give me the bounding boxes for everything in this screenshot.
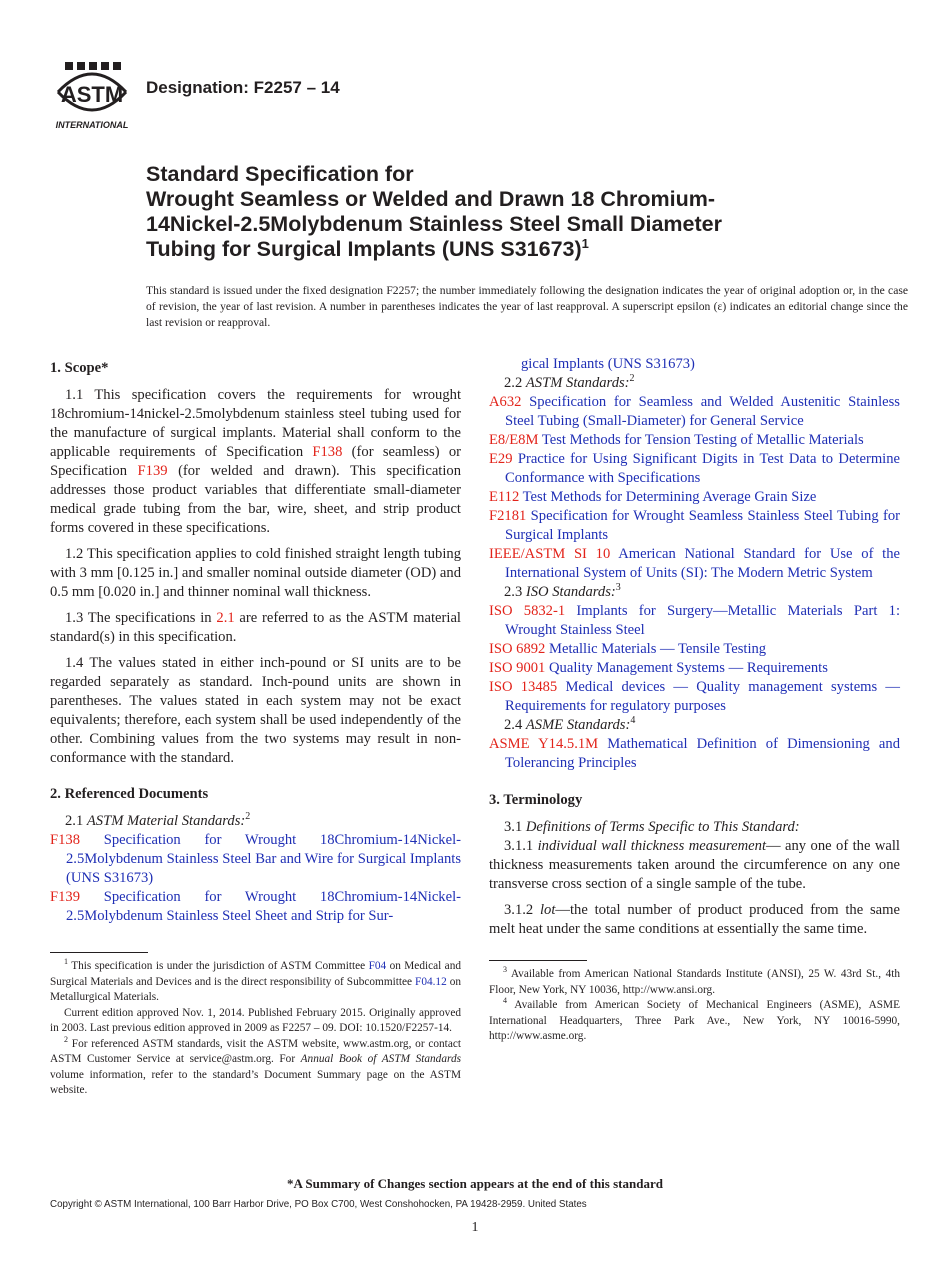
reference-title[interactable]: Quality Management Systems — Requirements <box>549 660 828 676</box>
astm-logo <box>50 62 134 132</box>
reference-item-continued: gical Implants (UNS S31673) <box>521 356 695 372</box>
reference-item <box>489 659 900 678</box>
reference-item <box>489 545 900 583</box>
paragraph-1-1: 1.1 This specification covers the requirements for wrought 18chromium-14nickel-2.5molybdenum stainless steel tubing used for the manufacture of surgical implants. Material shall conform to the applicable requirements of Specification F138 (for seamless) or Specification F139 (for welded and drawn). This specification addresses those product variables that differentiate small-diameter medical grade tubing from the bar, wire, sheet, and strip product forms covered in these specifications. <box>50 387 461 536</box>
footnote-4: $^4$ Available from American Society of Mechanical Engineers (ASME), ASME International Headquarters, Three Park Ave., New York, NY 10016-5990, http://www.asme.org. <box>489 996 900 1042</box>
section-heading-terminology: 3. Terminology <box>489 792 583 808</box>
reference-item <box>489 431 900 450</box>
title-line-4: Tubing for Surgical Implants (UNS S31673)$^1$ <box>146 235 589 261</box>
logo-text: ASTM <box>60 82 124 107</box>
reference-title[interactable]: Metallic Materials — Tensile Testing <box>549 641 767 657</box>
reference-code[interactable]: ISO 5832-1 <box>489 603 566 619</box>
reference-title[interactable]: Medical devices — Quality management systems — Requirements for regulatory purposes <box>505 679 901 714</box>
subsection-2-4: 2.4 ASME Standards:$^4$ <box>504 715 636 733</box>
reference-item <box>50 831 461 888</box>
ref-link-f139[interactable]: F139 <box>137 463 168 479</box>
title-footnote-mark: 1 <box>581 235 589 251</box>
logo-subtext: INTERNATIONAL <box>55 120 129 130</box>
ref-link-section-2-1[interactable]: 2.1 <box>216 610 235 626</box>
designation: Designation: F2257 – 14 <box>146 78 340 97</box>
reference-code[interactable]: IEEE/ASTM SI 10 <box>489 546 611 562</box>
subsection-2-3: 2.3 ISO Standards:$^3$ <box>504 582 621 600</box>
reference-item <box>489 450 900 488</box>
definition-3-1-2: 3.1.2 lot—the total number of product produced from the same melt heat under the same conditions at essentially the same time. <box>489 902 900 937</box>
reference-code[interactable]: E112 <box>489 489 520 505</box>
section-heading-referenced-documents: 2. Referenced Documents <box>50 786 209 802</box>
footnote-3: $^3$ Available from American National Standards Institute (ANSI), 25 W. 43rd St., 4th Floor, New York, NY 10036, http://www.ansi.org. <box>489 965 900 996</box>
section-heading-scope: 1. Scope* <box>50 360 109 376</box>
committee-link-f04[interactable]: F04 <box>368 960 387 972</box>
page-number: 1 <box>471 1220 479 1235</box>
paragraph-1-4: 1.4 The values stated in either inch-pound or SI units are to be regarded separately as standard. Inch-pound units are shown in parentheses. The values stated in each system may not be exact equivalents; therefore, each system shall be used independently of the other. Combining values from the two systems may result in non-conformance with the standard. <box>50 655 461 766</box>
definition-3-1-1: 3.1.1 individual wall thickness measurement— any one of the wall thickness measurements taken around the circumference on any one transverse cross section of a single sample of the tube. <box>489 838 900 892</box>
reference-title[interactable]: Specification for Wrought 18Chromium-14Nickel-2.5Molybdenum Stainless Steel Bar and Wire for Surgical Implants (UNS S31673) <box>66 832 461 886</box>
reference-title[interactable]: Implants for Surgery—Metallic Materials Part 1: Wrought Stainless Steel <box>505 603 900 638</box>
reference-title[interactable]: Test Methods for Tension Testing of Metallic Materials <box>541 432 864 448</box>
subcommittee-link-f04-12[interactable]: F04.12 <box>415 975 447 988</box>
reference-item <box>489 640 900 659</box>
reference-title[interactable]: Mathematical Definition of Dimensioning and Tolerancing Principles <box>505 736 900 771</box>
reference-title[interactable]: American National Standard for Use of the International System of Units (SI): The Modern Metric System <box>505 546 900 581</box>
right-column <box>489 355 900 1045</box>
reference-item <box>489 507 900 545</box>
reference-title[interactable]: Specification for Wrought Seamless Stainless Steel Tubing for Surgical Implants <box>505 508 900 543</box>
left-column <box>50 355 461 1099</box>
subsection-3-1: 3.1 Definitions of Terms Specific to This Standard: <box>504 819 800 835</box>
reference-title[interactable]: Specification for Wrought 18Chromium-14Nickel-2.5Molybdenum Stainless Steel Sheet and Strip for Sur- <box>66 889 461 924</box>
reference-item <box>489 735 900 773</box>
paragraph-1-2: 1.2 This specification applies to cold finished straight length tubing with 3 mm [0.125 in.] and smaller nominal outside diameter (OD) and 0.5 mm [0.020 in.] and thinner nominal wall thickness. <box>50 546 461 600</box>
reference-code[interactable]: E8/E8M <box>489 432 539 448</box>
reference-code[interactable]: F2181 <box>489 508 527 524</box>
reference-code[interactable]: E29 <box>489 451 513 467</box>
footnote-1-edition: Current edition approved Nov. 1, 2014. Published February 2015. Originally approved in 2003. Last previous edition approved in 2009 as F2257 – 09. DOI: 10.1520/F2257-14. <box>50 1006 461 1034</box>
astm-logo-icon <box>50 62 134 132</box>
copyright-notice: Copyright © ASTM International, 100 Barr Harbor Drive, PO Box C700, West Conshohocken, PA 19428-2959. United States <box>50 1199 587 1210</box>
reference-code[interactable]: ISO 6892 <box>489 641 546 657</box>
footnote-1: $^1$ This specification is under the jurisdiction of ASTM Committee F04 on Medical and Surgical Materials and Devices and is the direct responsibility of Subcommittee F04.12 on Metallurgical Materials. <box>50 957 462 1003</box>
reference-code[interactable]: ISO 13485 <box>489 679 558 695</box>
title-line-1: Standard Specification for <box>146 162 414 186</box>
title-line-3: 14Nickel-2.5Molybdenum Stainless Steel Small Diameter <box>146 212 722 236</box>
reference-code[interactable]: A632 <box>489 394 522 410</box>
reference-item <box>489 488 900 507</box>
subsection-2-1: 2.1 ASTM Material Standards:$^2$ <box>65 811 251 829</box>
reference-code[interactable]: ASME Y14.5.1M <box>489 736 599 752</box>
reference-item <box>50 888 461 926</box>
paragraph-1-3: 1.3 The specifications in 2.1 are referred to as the ASTM material standard(s) in this specification. <box>50 610 461 645</box>
subsection-2-2: 2.2 ASTM Standards:$^2$ <box>504 373 635 391</box>
reference-code[interactable]: ISO 9001 <box>489 660 546 676</box>
summary-of-changes-note: *A Summary of Changes section appears at the end of this standard <box>287 1176 663 1191</box>
reference-item <box>489 393 900 431</box>
document-title <box>146 162 906 262</box>
ref-link-f138[interactable]: F138 <box>312 444 343 460</box>
reference-title[interactable]: Specification for Seamless and Welded Austenitic Stainless Steel Tubing (Small-Diameter) for General Service <box>505 394 900 429</box>
reference-item <box>489 602 900 640</box>
intro-note: This standard is issued under the fixed designation F2257; the number immediately following the designation indicates the year of original adoption or, in the case of revision, the year of last revision. A number in parentheses indicates the year of last reapproval. A superscript epsilon (ε) indicates an editorial change since the last revision or reapproval. <box>146 284 908 329</box>
footnote-2: $^2$ For referenced ASTM standards, visit the ASTM website, www.astm.org, or contact ASTM Customer Service at service@astm.org. For Annual Book of ASTM Standards volume information, refer to the standard’s Document Summary page on the ASTM website. <box>50 1034 461 1096</box>
title-line-2: Wrought Seamless or Welded and Drawn 18 Chromium- <box>146 187 716 211</box>
reference-code[interactable]: F138 <box>50 832 81 848</box>
reference-title[interactable]: Test Methods for Determining Average Grain Size <box>522 489 817 505</box>
reference-title[interactable]: Practice for Using Significant Digits in Test Data to Determine Conformance with Specifications <box>505 451 900 486</box>
reference-code[interactable]: F139 <box>50 889 81 905</box>
reference-item <box>489 678 900 716</box>
